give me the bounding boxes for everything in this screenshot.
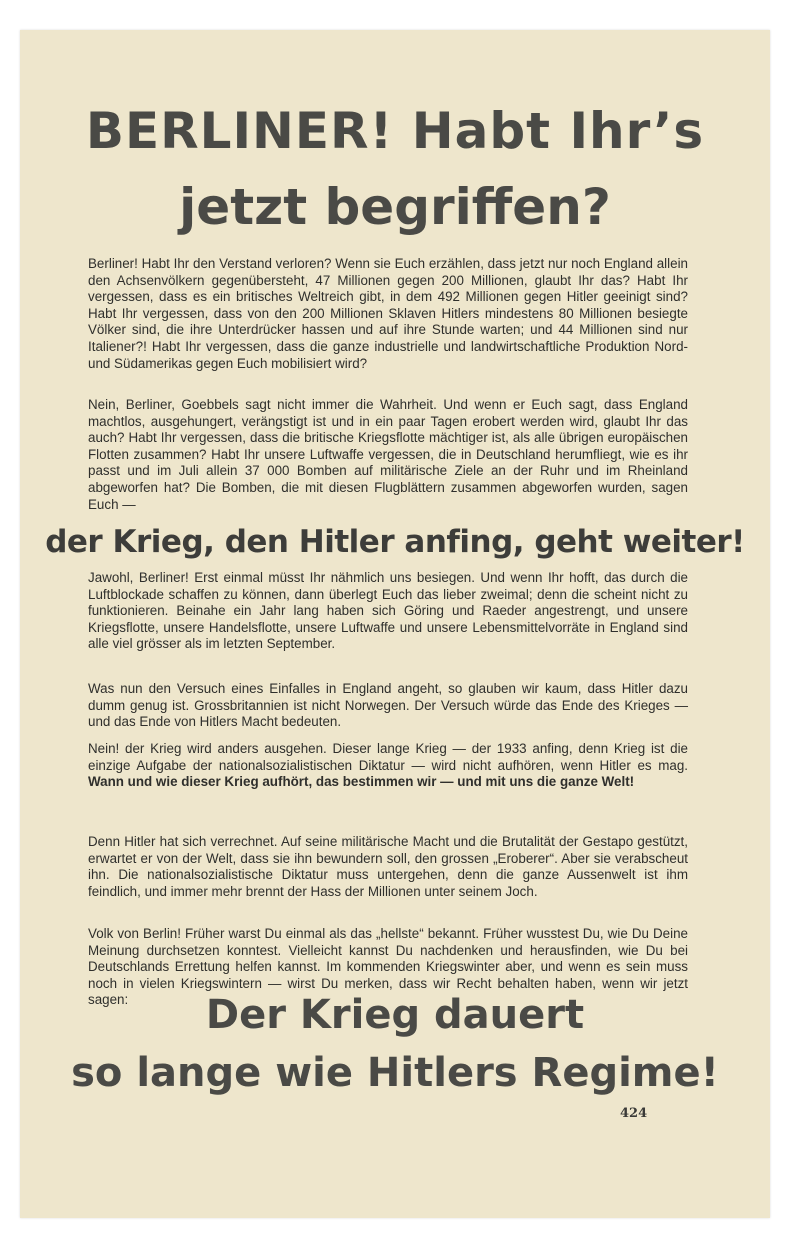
paragraph-4: Was nun den Versuch eines Einfalles in England angeht, so glauben wir kaum, dass Hitler dazu dumm genug ist. Grossbritannien ist nicht Norwegen. Der Versuch würde das Ende des Krieges — und das Ende von Hitlers Macht bedeuten. <box>88 681 688 730</box>
closing-line-1: Der Krieg dauert <box>205 992 585 1038</box>
leaflet-number: 424 <box>620 1106 648 1121</box>
paragraph-7: Volk von Berlin! Früher warst Du einmal als das „hellste“ bekannt. Früher wusstest Du, wie Du Deine Meinung durchsetzen konntest. Vielleicht kannst Du nachdenken und herausfinden, wie Du bei Deutschlands Errettung helfen kannst. Im kommenden Kriegswinter aber, und wenn es sein muss noch in vielen Kriegswintern — wirst Du merken, dass wir Recht behalten haben, wenn wir jetzt sagen: <box>88 926 688 1008</box>
paragraph-5-emphasis: Wann und wie dieser Krieg aufhört, das bestimmen wir — und mit uns die ganze Welt! <box>88 774 635 790</box>
paragraph-1: Berliner! Habt Ihr den Verstand verloren? Wenn sie Euch erzählen, dass jetzt nur noch England allein den Achsenvölkern gegenübersteht, 47 Millionen gegen 200 Millionen, glaubt Ihr das? Habt Ihr vergessen, dass es ein britisches Weltreich gibt, in dem 492 Millionen gegen Hitler geeinigt sind? Habt Ihr vergessen, dass von den 200 Millionen Sklaven Hitlers mindestens 80 Millionen besiegte Völker sind, die ihre Unterdrücker hassen und auf ihre Stunde warten; und 44 Millionen sind nur Italiener?! Habt Ihr vergessen, dass die ganze industrielle und landwirtschaftliche Produktion Nord- und Südamerikas gegen Euch mobilisiert wird? <box>88 256 688 371</box>
closing-line-2: so lange wie Hitlers Regime! <box>71 1050 719 1096</box>
headline-line-2: jetzt begriffen? <box>179 178 611 236</box>
headline-line-1: BERLINER! Habt Ihr’s <box>85 102 705 160</box>
leaflet-paper <box>20 30 770 1218</box>
paragraph-5-text: Nein! der Krieg wird anders ausgehen. Dieser lange Krieg — der 1933 anfing, denn Krieg ist die einzige Aufgabe der nationalsozialistischen Diktatur — wird nicht aufhören, wenn Hitler es mag. <box>88 741 688 773</box>
paragraph-6: Denn Hitler hat sich verrechnet. Auf seine militärische Macht und die Brutalität der Gestapo gestützt, erwartet er von der Welt, dass sie ihn bewundern soll, den grossen „Eroberer“. Aber sie verabscheut ihn. Die nationalsozialistische Diktatur muss untergehen, denn die ganze Aussenwelt ist ihm feindlich, und immer mehr brennt der Hass der Millionen unter seinem Joch. <box>88 834 688 899</box>
paragraph-5 <box>88 741 688 791</box>
paragraph-2: Nein, Berliner, Goebbels sagt nicht immer die Wahrheit. Und wenn er Euch sagt, dass England machtlos, ausgehungert, verängstigt ist und in ein paar Tagen erobert werden wird, glaubt Ihr das auch? Habt Ihr vergessen, dass die britische Kriegsflotte mächtiger ist, als alle übrigen europäischen Flotten zusammen? Habt Ihr unsere Luftwaffe vergessen, die in Deutschland herumfliegt, wie es ihr passt und im Juli allein 37 000 Bomben auf militärische Ziele an der Ruhr und im Rheinland abgeworfen hat? Die Bomben, die mit diesen Flugblättern zusammen abgeworfen wurden, sagen Euch — <box>88 397 688 512</box>
mid-heading: der Krieg, den Hitler anfing, geht weiter! <box>45 524 745 560</box>
paragraph-3: Jawohl, Berliner! Erst einmal müsst Ihr nähmlich uns besiegen. Und wenn Ihr hofft, das durch die Luftblockade schaffen zu können, dann überlegt Euch das lieber zweimal; denn die scheint nicht zu funktionieren. Beinahe ein Jahr lang haben sich Göring und Raeder angestrengt, und unsere Kriegsflotte, unsere Handelsflotte, unsere Luftwaffe und unsere Lebensmittelvorräte in England sind alle viel grösser als im letzten September. <box>88 570 688 652</box>
